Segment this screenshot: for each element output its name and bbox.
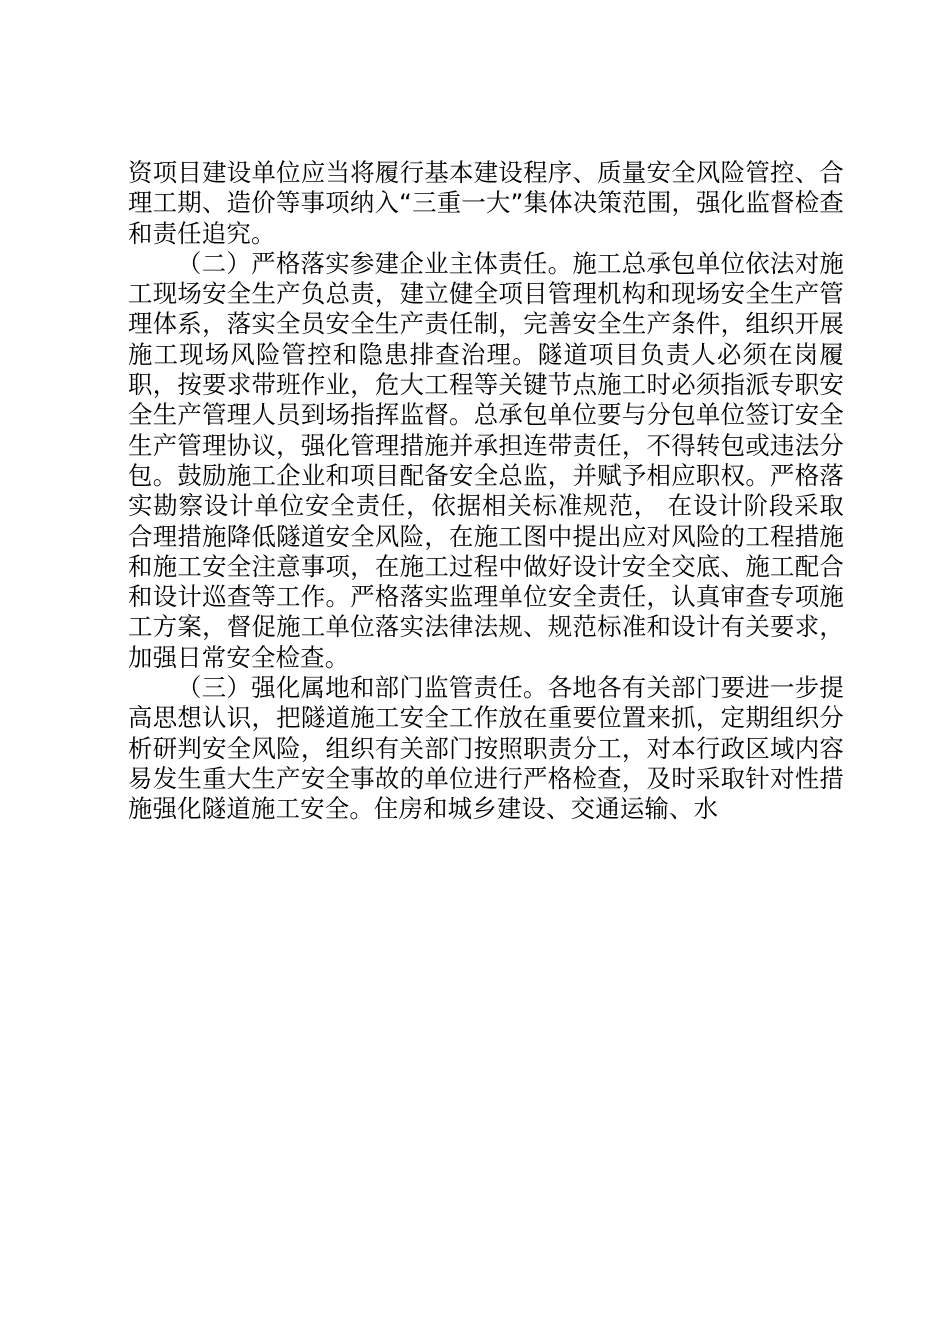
paragraph-section-two: （二）严格落实参建企业主体责任。施工总承包单位依法对施工现场安全生产负总责，建立健全项目管理机构和现场安全生产管理体系，落实全员安全生产责任制，完善安全生产条件，组织开展施工现场风险管控和隐患排查治理。隧道项目负责人必须在岗履职，按要求带班作业，危大工程等关键节点施工时必须指派专职安全生产管理人员到场指挥监督。总承包单位要与分包单位签订安全生产管理协议，强化管理措施并承担连带责任，不得转包或违法分包。鼓励施工企业和项目配备安全总监，并赋予相应职权。严格落实勘察设计单位安全责任，依据相关标准规范， 在设计阶段采取合理措施降低隧道安全风险，在施工图中提出应对风险的工程措施和施工安全注意事项，在施工过程中做好设计安全交底、施工配合和设计巡查等工作。严格落实监理单位安全责任，认真审查专项施工方案，督促施工单位落实法律法规、规范标准和设计有关要求，加强日常安全检查。 <box>128 248 844 672</box>
document-body <box>128 158 844 825</box>
paragraph-section-three: （三）强化属地和部门监管责任。各地各有关部门要进一步提高思想认识，把隧道施工安全工作放在重要位置来抓，定期组织分析研判安全风险，组织有关部门按照职责分工，对本行政区域内容易发生重大生产安全事故的单位进行严格检查，及时采取针对性措施强化隧道施工安全。住房和城乡建设、交通运输、水 <box>128 673 844 824</box>
paragraph-continuation: 资项目建设单位应当将履行基本建设程序、质量安全风险管控、合理工期、造价等事项纳入“三重一大”集体决策范围，强化监督检查和责任追究。 <box>128 158 844 248</box>
